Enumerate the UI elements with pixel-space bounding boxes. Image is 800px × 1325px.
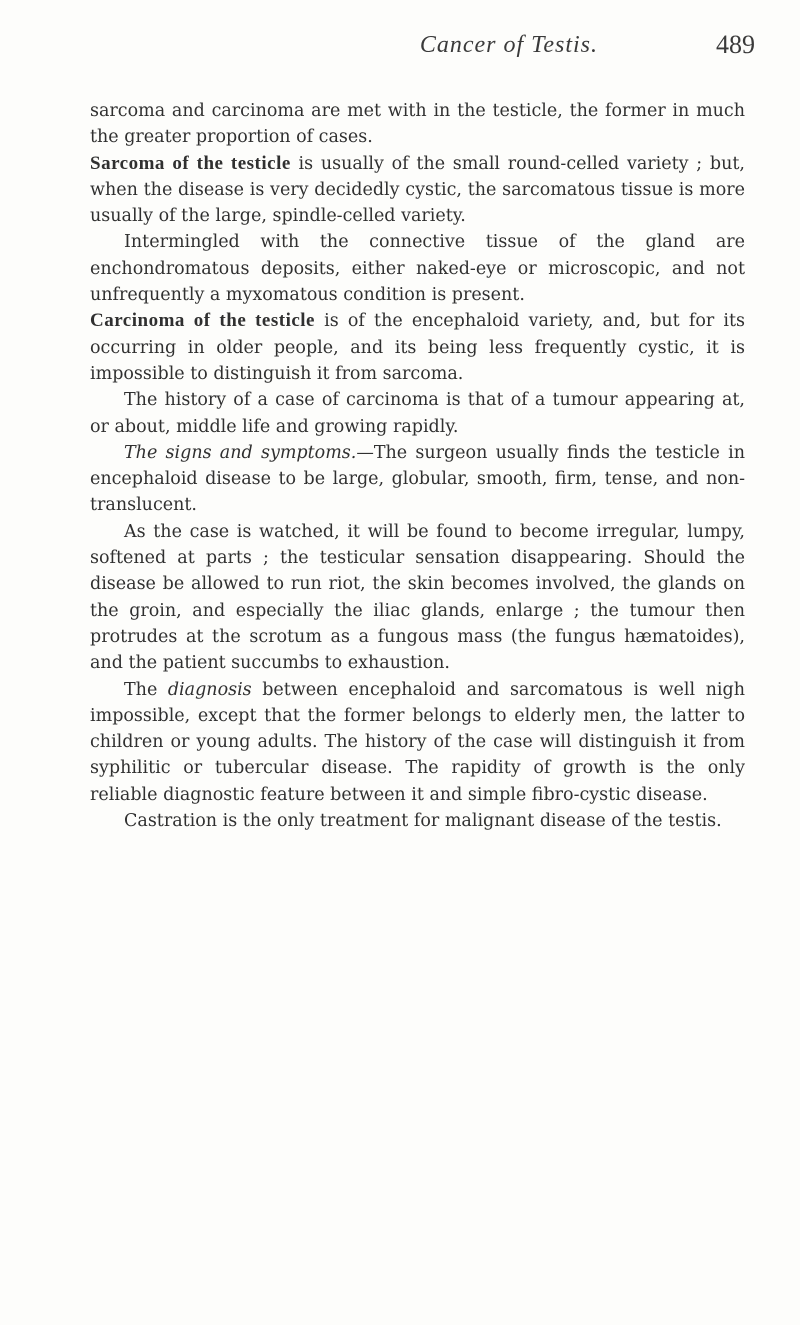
paragraph-8-lead: The	[124, 679, 168, 700]
carcinoma-heading: Carcinoma of the testicle	[90, 310, 315, 332]
paragraph-1: sarcoma and carcinoma are met with in the testicle, the former in much the greater proportion of cases.	[90, 101, 745, 148]
paragraph-3: Intermingled with the connective tissue of the gland are enchondromatous deposits, either naked-eye or microscopic, and not unfrequently a myxomatous condition is present.	[90, 232, 745, 306]
paragraph-2	[90, 151, 745, 230]
running-head: Cancer of Testis.	[419, 32, 598, 58]
body-text	[90, 98, 745, 834]
signs-symptoms-heading: The signs and symptoms.	[124, 442, 357, 463]
paragraph-6	[90, 440, 745, 519]
paragraph-6-text: —The surgeon usually finds the testicle in encephaloid disease to be large, globular, smooth, firm, tense, and non-translucent.	[90, 442, 745, 516]
diagnosis-heading: diagnosis	[167, 679, 252, 700]
sarcoma-heading: Sarcoma of the testicle	[90, 152, 291, 174]
paragraph-2-text: is usually of the small round-celled variety ; but, when the disease is very decidedly cystic, the sarcomatous tissue is more usually of the large, spindle-celled variety.	[90, 153, 745, 227]
paragraph-4	[90, 308, 745, 387]
paragraph-7: As the case is watched, it will be found to become irregular, lumpy, softened at parts ; the testicular sensation disappearing. Should the disease be allowed to run riot, the skin becomes involved, the glands on the groin, and especially the iliac glands, enlarge ; the tumour then protrudes at the scrotum as a fungous mass (the fungus hæmatoides), and the patient succumbs to exhaustion.	[90, 521, 745, 674]
paragraph-8-text: between encephaloid and sarcomatous is well nigh impossible, except that the former belongs to elderly men, the latter to children or young adults. The history of the case will distinguish it from syphilitic or tubercular disease. The rapidity of growth is the only reliable diagnostic feature between it and simple fibro-cystic disease.	[90, 679, 745, 805]
paragraph-4-text: is of the encephaloid variety, and, but for its occurring in older people, and its being less frequently cystic, it is impossible to distinguish it from sarcoma.	[90, 311, 745, 384]
paragraph-5: The history of a case of carcinoma is that of a tumour appearing at, or about, middle life and growing rapidly.	[90, 390, 745, 437]
paragraph-8	[90, 677, 745, 808]
paragraph-9: Castration is the only treatment for malignant disease of the testis.	[124, 811, 722, 832]
page-number: 489	[716, 30, 755, 59]
